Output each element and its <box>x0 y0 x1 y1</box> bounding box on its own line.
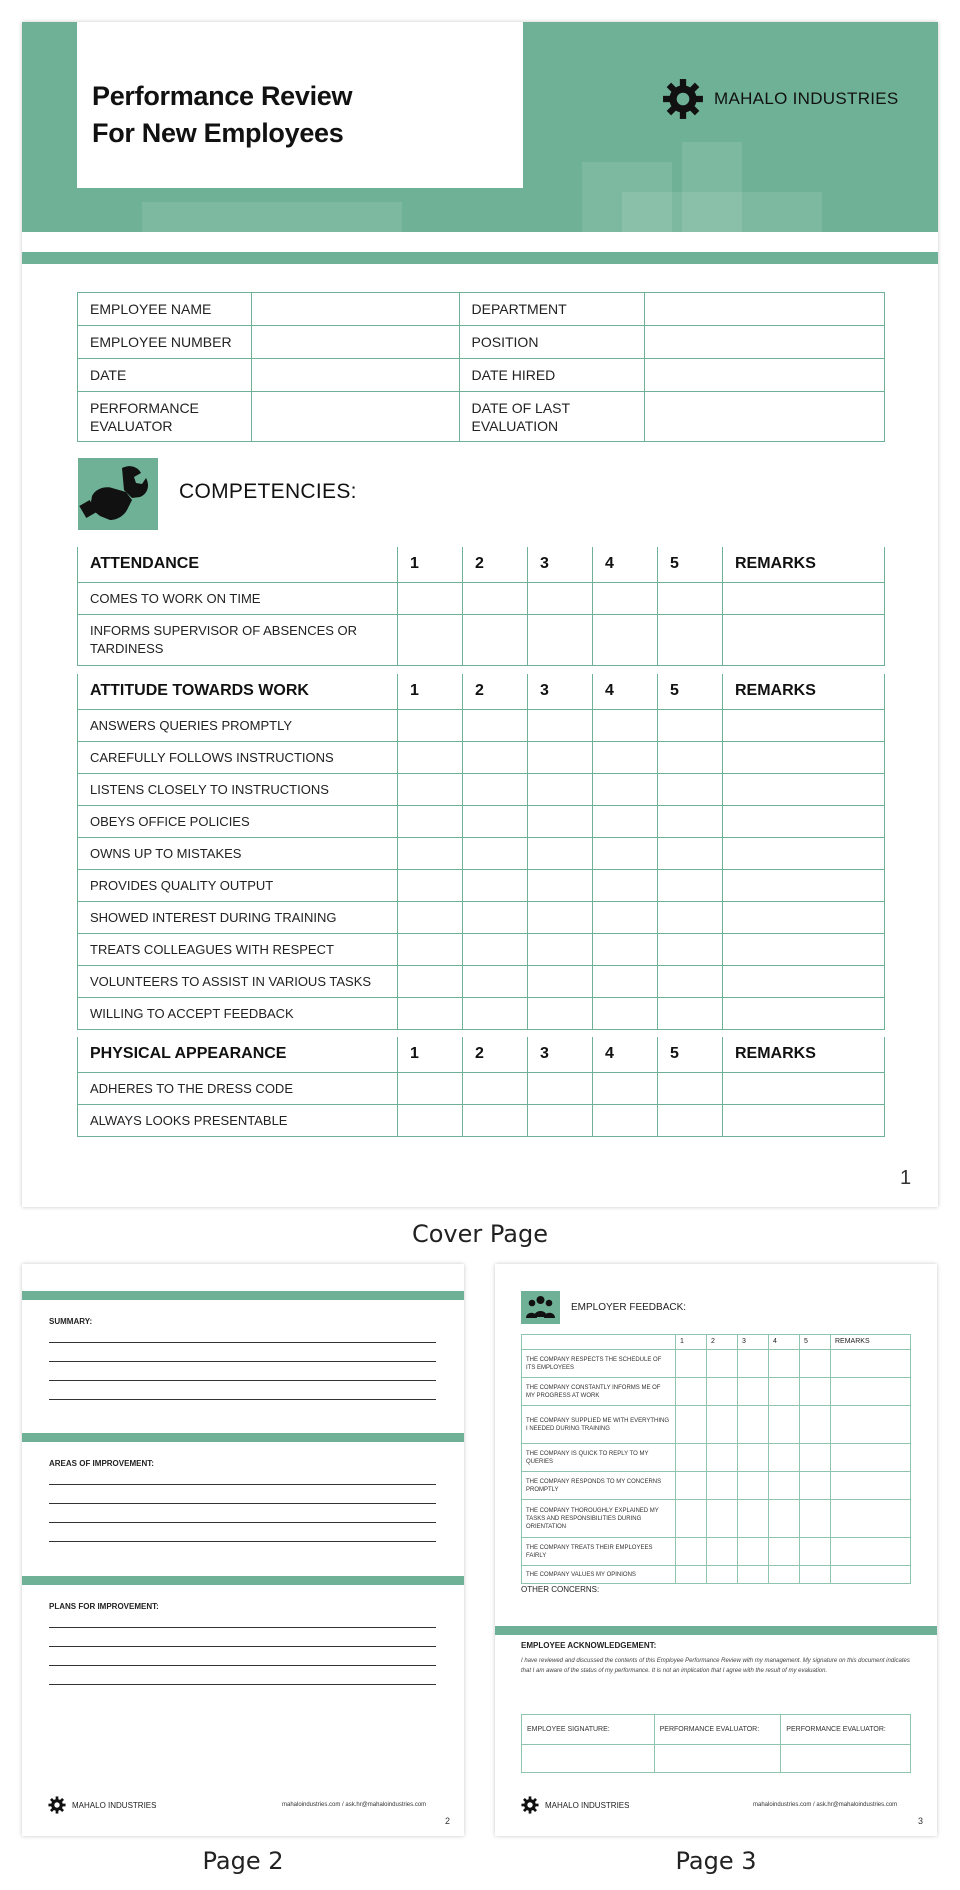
rating-cell[interactable] <box>398 1104 463 1136</box>
rating-cell[interactable] <box>738 1500 769 1538</box>
feedback-criterion: THE COMPANY SUPPLIED ME WITH EVERYTHING I NEEDED DURING TRAINING <box>522 1406 676 1444</box>
rating-cell[interactable] <box>593 837 658 869</box>
table-row <box>78 741 885 773</box>
rating-cell[interactable] <box>769 1444 800 1472</box>
rating-cell[interactable] <box>658 614 723 665</box>
remarks-cell[interactable] <box>723 1104 885 1136</box>
rating-cell[interactable] <box>593 582 658 614</box>
table-row <box>78 773 885 805</box>
rating-cell[interactable] <box>769 1350 800 1378</box>
feedback-criterion: THE COMPANY CONSTANTLY INFORMS ME OF MY PROGRESS AT WORK <box>522 1378 676 1406</box>
caption-cover: Cover Page <box>411 1220 548 1248</box>
table-row <box>78 965 885 997</box>
info-label: PERFORMANCE EVALUATOR <box>78 392 252 442</box>
acknowledgement-text: I have reviewed and discussed the contents of this Employee Performance Review with my management. My signature on this document indicates that I am aware of the status of my performance. It is not an implication that I agree with the result of my evaluation. <box>521 1658 910 1674</box>
remarks-header: REMARKS <box>723 547 885 582</box>
section-bar <box>22 1291 464 1300</box>
info-value-field[interactable] <box>645 293 885 326</box>
rating-cell[interactable] <box>593 997 658 1029</box>
scale-header: 2 <box>463 1037 528 1072</box>
signature-field[interactable] <box>522 1745 655 1773</box>
rating-cell[interactable] <box>398 614 463 665</box>
scale-header: 1 <box>398 1037 463 1072</box>
remarks-header: REMARKS <box>723 1037 885 1072</box>
table-row <box>78 1072 885 1104</box>
rating-cell[interactable] <box>658 582 723 614</box>
rating-cell[interactable] <box>528 965 593 997</box>
rating-cell[interactable] <box>676 1378 707 1406</box>
scale-header: 3 <box>738 1335 769 1350</box>
write-line[interactable] <box>49 1399 436 1400</box>
rating-cell[interactable] <box>707 1538 738 1566</box>
areas-heading: AREAS OF IMPROVEMENT: <box>49 1459 154 1468</box>
rating-cell[interactable] <box>593 1072 658 1104</box>
table-row <box>78 614 885 665</box>
signature-table <box>521 1714 911 1773</box>
footer-contact: mahaloindustries.com / ask.hr@mahaloindustries.com <box>753 1802 898 1808</box>
feedback-criterion: THE COMPANY TREATS THEIR EMPLOYEES FAIRLY <box>522 1538 676 1566</box>
page-3 <box>495 1264 937 1836</box>
rating-cell[interactable] <box>593 869 658 901</box>
remarks-cell[interactable] <box>831 1472 911 1500</box>
table-row <box>78 837 885 869</box>
caption-page-3: Page 3 <box>675 1847 757 1875</box>
rating-cell[interactable] <box>463 709 528 741</box>
write-line[interactable] <box>49 1361 436 1362</box>
criterion-label: OWNS UP TO MISTAKES <box>78 837 398 869</box>
scale-header: 4 <box>593 1037 658 1072</box>
feedback-criterion: THE COMPANY THOROUGHLY EXPLAINED MY TASKS AND RESPONSIBILITIES DURING ORIENTATION <box>522 1500 676 1538</box>
table-row <box>78 869 885 901</box>
blank-header <box>522 1335 676 1350</box>
scale-header: 2 <box>707 1335 738 1350</box>
info-row <box>78 359 885 392</box>
info-value-field[interactable] <box>251 359 459 392</box>
rating-cell[interactable] <box>593 709 658 741</box>
scale-header: 2 <box>463 674 528 709</box>
section-title: ATTENDANCE <box>78 547 398 582</box>
section-bar <box>22 1576 464 1585</box>
table-row <box>78 933 885 965</box>
rating-cell[interactable] <box>658 1072 723 1104</box>
rating-cell[interactable] <box>658 965 723 997</box>
title-line-1: Performance Review <box>92 81 353 111</box>
cover-page <box>22 22 938 1207</box>
rating-cell[interactable] <box>528 773 593 805</box>
plans-heading: PLANS FOR IMPROVEMENT: <box>49 1602 159 1611</box>
criterion-label: WILLING TO ACCEPT FEEDBACK <box>78 997 398 1029</box>
rating-cell[interactable] <box>528 869 593 901</box>
remarks-cell[interactable] <box>831 1406 911 1444</box>
info-value-field[interactable] <box>251 293 459 326</box>
rating-cell[interactable] <box>707 1406 738 1444</box>
rating-cell[interactable] <box>398 741 463 773</box>
rating-cell[interactable] <box>769 1566 800 1584</box>
criterion-label: ADHERES TO THE DRESS CODE <box>78 1072 398 1104</box>
info-label: DATE HIRED <box>459 359 645 392</box>
table-row <box>522 1472 911 1500</box>
rating-cell[interactable] <box>658 709 723 741</box>
feedback-criterion: THE COMPANY IS QUICK TO REPLY TO MY QUERIES <box>522 1444 676 1472</box>
rating-cell[interactable] <box>676 1538 707 1566</box>
table-row <box>78 582 885 614</box>
info-label: POSITION <box>459 326 645 359</box>
rating-cell[interactable] <box>658 741 723 773</box>
acknowledgement-heading: EMPLOYEE ACKNOWLEDGEMENT: <box>521 1641 657 1650</box>
brand-logo <box>662 78 899 120</box>
rating-cell[interactable] <box>463 869 528 901</box>
remarks-cell[interactable] <box>723 837 885 869</box>
feedback-header-row <box>522 1335 911 1350</box>
rating-cell[interactable] <box>800 1350 831 1378</box>
rating-cell[interactable] <box>528 901 593 933</box>
section-title: ATTITUDE TOWARDS WORK <box>78 674 398 709</box>
rating-cell[interactable] <box>658 837 723 869</box>
scale-header: 2 <box>463 547 528 582</box>
section-title: PHYSICAL APPEARANCE <box>78 1037 398 1072</box>
rating-cell[interactable] <box>676 1444 707 1472</box>
rating-cell[interactable] <box>398 709 463 741</box>
rating-cell[interactable] <box>463 773 528 805</box>
criterion-label: CAREFULLY FOLLOWS INSTRUCTIONS <box>78 741 398 773</box>
write-line[interactable] <box>49 1627 436 1628</box>
rating-cell[interactable] <box>463 805 528 837</box>
rating-cell[interactable] <box>593 741 658 773</box>
scale-header: 5 <box>658 1037 723 1072</box>
table-row <box>522 1378 911 1406</box>
write-line[interactable] <box>49 1380 436 1381</box>
rating-cell[interactable] <box>593 933 658 965</box>
title-line-2: For New Employees <box>92 118 344 148</box>
info-value-field[interactable] <box>645 359 885 392</box>
rating-cell[interactable] <box>463 901 528 933</box>
remarks-cell[interactable] <box>831 1566 911 1584</box>
rating-cell[interactable] <box>658 869 723 901</box>
table-row <box>78 709 885 741</box>
remarks-cell[interactable] <box>831 1378 911 1406</box>
other-concerns-label: OTHER CONCERNS: <box>521 1585 600 1594</box>
signature-label: PERFORMANCE EVALUATOR: <box>654 1715 781 1745</box>
page-number: 1 <box>900 1167 912 1189</box>
rating-cell[interactable] <box>676 1406 707 1444</box>
info-label: DATE OF LAST EVALUATION <box>459 392 645 442</box>
write-line[interactable] <box>49 1342 436 1343</box>
rating-cell[interactable] <box>398 805 463 837</box>
criterion-label: SHOWED INTEREST DURING TRAINING <box>78 901 398 933</box>
rating-cell[interactable] <box>398 773 463 805</box>
write-line[interactable] <box>49 1541 436 1542</box>
summary-heading: SUMMARY: <box>49 1317 93 1326</box>
rating-cell[interactable] <box>658 805 723 837</box>
feedback-criterion: THE COMPANY RESPONDS TO MY CONCERNS PROMPTLY <box>522 1472 676 1500</box>
page-2 <box>22 1264 464 1836</box>
remarks-cell[interactable] <box>723 997 885 1029</box>
attendance-table <box>77 547 885 666</box>
rating-cell[interactable] <box>738 1566 769 1584</box>
attitude-table <box>77 674 885 1030</box>
rating-cell[interactable] <box>676 1566 707 1584</box>
rating-cell[interactable] <box>707 1444 738 1472</box>
rating-cell[interactable] <box>738 1472 769 1500</box>
write-line[interactable] <box>49 1522 436 1523</box>
criterion-label: VOLUNTEERS TO ASSIST IN VARIOUS TASKS <box>78 965 398 997</box>
scale-header: 3 <box>528 674 593 709</box>
rating-cell[interactable] <box>463 965 528 997</box>
remarks-cell[interactable] <box>831 1538 911 1566</box>
rating-cell[interactable] <box>398 869 463 901</box>
rating-cell[interactable] <box>676 1500 707 1538</box>
rating-cell[interactable] <box>769 1472 800 1500</box>
write-line[interactable] <box>49 1684 436 1685</box>
criterion-label: INFORMS SUPERVISOR OF ABSENCES OR TARDINESS <box>78 614 398 665</box>
info-row <box>78 326 885 359</box>
scale-header: 3 <box>528 1037 593 1072</box>
rating-cell[interactable] <box>800 1538 831 1566</box>
footer-brand-name: MAHALO INDUSTRIES <box>72 1800 157 1810</box>
section-header-row <box>78 674 885 709</box>
info-row <box>78 392 885 442</box>
scale-header: 3 <box>528 547 593 582</box>
criterion-label: TREATS COLLEAGUES WITH RESPECT <box>78 933 398 965</box>
section-header-row <box>78 1037 885 1072</box>
rating-cell[interactable] <box>707 1500 738 1538</box>
signature-field[interactable] <box>781 1745 911 1773</box>
remarks-cell[interactable] <box>831 1350 911 1378</box>
rating-cell[interactable] <box>528 997 593 1029</box>
rating-cell[interactable] <box>528 709 593 741</box>
remarks-cell[interactable] <box>723 773 885 805</box>
info-row <box>78 293 885 326</box>
scale-header: 1 <box>398 547 463 582</box>
info-value-field[interactable] <box>645 326 885 359</box>
remarks-cell[interactable] <box>831 1500 911 1538</box>
info-label: DATE <box>78 359 252 392</box>
footer-contact: mahaloindustries.com / ask.hr@mahaloindustries.com <box>282 1802 427 1808</box>
rating-cell[interactable] <box>676 1472 707 1500</box>
caption-page-2: Page 2 <box>202 1847 284 1875</box>
remarks-cell[interactable] <box>723 869 885 901</box>
people-group-icon <box>521 1291 560 1324</box>
rating-cell[interactable] <box>593 1104 658 1136</box>
info-label: DEPARTMENT <box>459 293 645 326</box>
footer-brand <box>521 1796 629 1814</box>
rating-cell[interactable] <box>398 933 463 965</box>
rating-cell[interactable] <box>658 1104 723 1136</box>
rating-cell[interactable] <box>463 997 528 1029</box>
hand-wrench-icon <box>78 458 158 530</box>
rating-cell[interactable] <box>463 1072 528 1104</box>
remarks-cell[interactable] <box>723 805 885 837</box>
section-bar <box>495 1626 937 1635</box>
rating-cell[interactable] <box>463 837 528 869</box>
footer-brand-name: MAHALO INDUSTRIES <box>545 1800 630 1810</box>
scale-header: 5 <box>658 674 723 709</box>
rating-cell[interactable] <box>528 741 593 773</box>
criterion-label: COMES TO WORK ON TIME <box>78 582 398 614</box>
section-bar <box>22 1433 464 1442</box>
table-row <box>522 1566 911 1584</box>
rating-cell[interactable] <box>593 773 658 805</box>
rating-cell[interactable] <box>676 1350 707 1378</box>
rating-cell[interactable] <box>528 1072 593 1104</box>
rating-cell[interactable] <box>738 1350 769 1378</box>
write-line[interactable] <box>49 1646 436 1647</box>
hero-stripe <box>22 252 938 264</box>
scale-header: 4 <box>593 547 658 582</box>
page-number: 3 <box>918 1816 924 1826</box>
rating-cell[interactable] <box>707 1378 738 1406</box>
rating-cell[interactable] <box>593 901 658 933</box>
rating-cell[interactable] <box>528 933 593 965</box>
rating-cell[interactable] <box>800 1500 831 1538</box>
rating-cell[interactable] <box>463 614 528 665</box>
rating-cell[interactable] <box>707 1472 738 1500</box>
criterion-label: OBEYS OFFICE POLICIES <box>78 805 398 837</box>
gear-icon <box>48 1796 66 1814</box>
rating-cell[interactable] <box>800 1472 831 1500</box>
brand-name: MAHALO INDUSTRIES <box>714 89 899 108</box>
criterion-label: ANSWERS QUERIES PROMPTLY <box>78 709 398 741</box>
rating-cell[interactable] <box>707 1350 738 1378</box>
remarks-cell[interactable] <box>723 1072 885 1104</box>
write-line[interactable] <box>49 1484 436 1485</box>
rating-cell[interactable] <box>658 933 723 965</box>
table-row <box>78 1104 885 1136</box>
rating-cell[interactable] <box>593 965 658 997</box>
remarks-cell[interactable] <box>723 709 885 741</box>
scale-header: 4 <box>769 1335 800 1350</box>
rating-cell[interactable] <box>528 1104 593 1136</box>
remarks-cell[interactable] <box>723 582 885 614</box>
rating-cell[interactable] <box>398 901 463 933</box>
rating-cell[interactable] <box>769 1500 800 1538</box>
employer-feedback-table <box>521 1334 911 1584</box>
gear-icon <box>521 1796 539 1814</box>
remarks-header: REMARKS <box>831 1335 911 1350</box>
employee-info-table <box>77 292 885 442</box>
write-line[interactable] <box>49 1503 436 1504</box>
remarks-cell[interactable] <box>723 614 885 665</box>
remarks-header: REMARKS <box>723 674 885 709</box>
signature-label: PERFORMANCE EVALUATOR: <box>781 1715 911 1745</box>
feedback-criterion: THE COMPANY RESPECTS THE SCHEDULE OF ITS EMPLOYEES <box>522 1350 676 1378</box>
rating-cell[interactable] <box>769 1378 800 1406</box>
rating-cell[interactable] <box>738 1538 769 1566</box>
rating-cell[interactable] <box>658 997 723 1029</box>
info-value-field[interactable] <box>645 392 885 442</box>
rating-cell[interactable] <box>528 582 593 614</box>
table-row <box>78 901 885 933</box>
criterion-label: LISTENS CLOSELY TO INSTRUCTIONS <box>78 773 398 805</box>
table-row <box>522 1500 911 1538</box>
write-line[interactable] <box>49 1665 436 1666</box>
footer-brand <box>48 1796 156 1814</box>
page-title <box>92 78 352 152</box>
rating-cell[interactable] <box>658 901 723 933</box>
rating-cell[interactable] <box>769 1406 800 1444</box>
rating-cell[interactable] <box>528 837 593 869</box>
page-number: 2 <box>445 1816 451 1826</box>
info-value-field[interactable] <box>251 326 459 359</box>
table-row <box>522 1444 911 1472</box>
section-header-row <box>78 547 885 582</box>
remarks-cell[interactable] <box>723 901 885 933</box>
table-row <box>522 1350 911 1378</box>
table-row <box>78 805 885 837</box>
info-value-field[interactable] <box>251 392 459 442</box>
rating-cell[interactable] <box>800 1566 831 1584</box>
rating-cell[interactable] <box>398 997 463 1029</box>
criterion-label: ALWAYS LOOKS PRESENTABLE <box>78 1104 398 1136</box>
rating-cell[interactable] <box>800 1444 831 1472</box>
table-row <box>522 1538 911 1566</box>
rating-cell[interactable] <box>463 741 528 773</box>
rating-cell[interactable] <box>398 582 463 614</box>
rating-cell[interactable] <box>398 965 463 997</box>
signature-field[interactable] <box>654 1745 781 1773</box>
table-row <box>78 997 885 1029</box>
rating-cell[interactable] <box>528 805 593 837</box>
scale-header: 5 <box>658 547 723 582</box>
rating-cell[interactable] <box>738 1444 769 1472</box>
scale-header: 4 <box>593 674 658 709</box>
rating-cell[interactable] <box>463 582 528 614</box>
scale-header: 1 <box>398 674 463 709</box>
remarks-cell[interactable] <box>831 1444 911 1472</box>
rating-cell[interactable] <box>800 1378 831 1406</box>
rating-cell[interactable] <box>398 837 463 869</box>
remarks-cell[interactable] <box>723 933 885 965</box>
rating-cell[interactable] <box>769 1538 800 1566</box>
rating-cell[interactable] <box>738 1406 769 1444</box>
appearance-table <box>77 1037 885 1137</box>
rating-cell[interactable] <box>738 1378 769 1406</box>
feedback-criterion: THE COMPANY VALUES MY OPINIONS <box>522 1566 676 1584</box>
remarks-cell[interactable] <box>723 741 885 773</box>
rating-cell[interactable] <box>593 614 658 665</box>
remarks-cell[interactable] <box>723 965 885 997</box>
feedback-title: EMPLOYER FEEDBACK: <box>571 1302 687 1313</box>
rating-cell[interactable] <box>463 933 528 965</box>
table-row <box>522 1406 911 1444</box>
rating-cell[interactable] <box>707 1566 738 1584</box>
gear-icon <box>662 78 704 120</box>
rating-cell[interactable] <box>463 1104 528 1136</box>
rating-cell[interactable] <box>528 614 593 665</box>
info-label: EMPLOYEE NUMBER <box>78 326 252 359</box>
signature-label: EMPLOYEE SIGNATURE: <box>522 1715 655 1745</box>
criterion-label: PROVIDES QUALITY OUTPUT <box>78 869 398 901</box>
rating-cell[interactable] <box>398 1072 463 1104</box>
rating-cell[interactable] <box>593 805 658 837</box>
scale-header: 5 <box>800 1335 831 1350</box>
rating-cell[interactable] <box>800 1406 831 1444</box>
scale-header: 1 <box>676 1335 707 1350</box>
rating-cell[interactable] <box>658 773 723 805</box>
info-label: EMPLOYEE NAME <box>78 293 252 326</box>
competencies-title: COMPETENCIES: <box>179 480 357 503</box>
